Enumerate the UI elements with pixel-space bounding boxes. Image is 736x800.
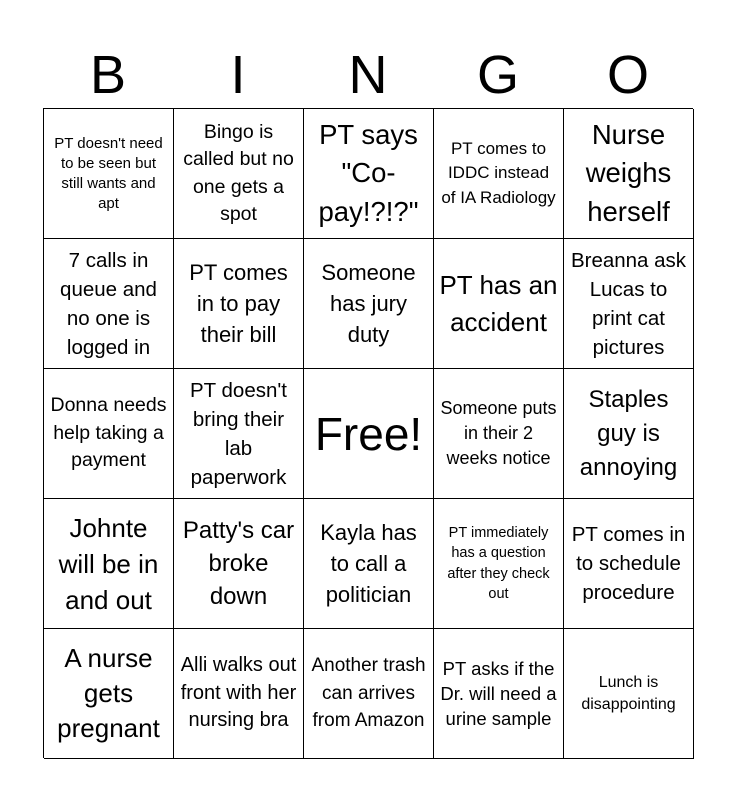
cell-text: Bingo is called but no one gets a spot [183,120,294,225]
bingo-cell[interactable] [564,629,694,759]
bingo-cell[interactable] [174,499,304,629]
bingo-cell[interactable] [434,369,564,499]
bingo-cell[interactable] [304,629,434,759]
bingo-cell[interactable] [564,499,694,629]
bingo-cell[interactable] [434,499,564,629]
cell-text: Donna needs help taking a payment [50,394,167,472]
cell-text: PT comes in to schedule procedure [571,523,686,604]
cell-text: Someone puts in their 2 weeks notice [440,398,557,468]
cell-text: 7 calls in queue and no one is logged in [60,248,157,359]
header-letter-b: B [89,45,127,105]
bingo-cell[interactable] [304,499,434,629]
bingo-cell[interactable] [434,109,564,239]
cell-text: Another trash can arrives from Amazon [311,655,426,732]
bingo-cell[interactable] [44,629,174,759]
bingo-cell[interactable] [174,239,304,369]
bingo-cell[interactable] [564,109,694,239]
bingo-cell[interactable] [44,109,174,239]
cell-text: Someone has jury duty [321,260,416,347]
bingo-cell[interactable] [564,369,694,499]
header-letter-i: I [230,45,246,105]
cell-text: PT asks if the Dr. will need a urine sample [440,658,557,729]
cell-text: Patty's car broke down [182,517,295,610]
bingo-cell[interactable] [434,239,564,369]
bingo-cell[interactable] [434,629,564,759]
bingo-cell[interactable] [44,499,174,629]
bingo-cell[interactable] [304,239,434,369]
bingo-cell[interactable] [174,629,304,759]
cell-text: Staples guy is annoying [579,385,678,481]
cell-text: Breanna ask Lucas to print cat pictures [570,248,687,359]
bingo-cell[interactable] [304,109,434,239]
cell-text: PT says "Co-pay!?!?" [318,118,419,227]
bingo-cell[interactable] [44,369,174,499]
cell-text: PT comes in to pay their bill [189,260,288,347]
bingo-cell[interactable] [174,369,304,499]
header-letter-o: O [606,45,649,105]
cell-text: Alli walks out front with her nursing bra [180,654,297,732]
header-letter-n: N [348,45,388,105]
cell-text: Lunch is disappointing [581,673,676,713]
cell-text: A nurse gets pregnant [57,643,160,743]
cell-text: PT doesn't need to be seen but still wants and apt [54,134,163,212]
cell-text: Kayla has to call a politician [320,520,417,607]
free-space-label: Free! [314,407,423,460]
cell-text: PT doesn't bring their lab paperwork [190,378,287,489]
bingo-cell[interactable] [564,239,694,369]
cell-text: PT immediately has a question after they check out [447,524,550,602]
free-space[interactable] [304,369,434,499]
bingo-cell[interactable] [174,109,304,239]
cell-text: PT comes to IDDC instead of IA Radiology [441,138,556,207]
cell-text: PT has an accident [439,269,558,337]
header-letter-g: G [476,45,519,105]
bingo-cell[interactable] [44,239,174,369]
bingo-board [43,108,693,758]
cell-text: Johnte will be in and out [58,512,159,615]
cell-text: Nurse weighs herself [585,118,672,227]
bingo-header [43,42,693,108]
